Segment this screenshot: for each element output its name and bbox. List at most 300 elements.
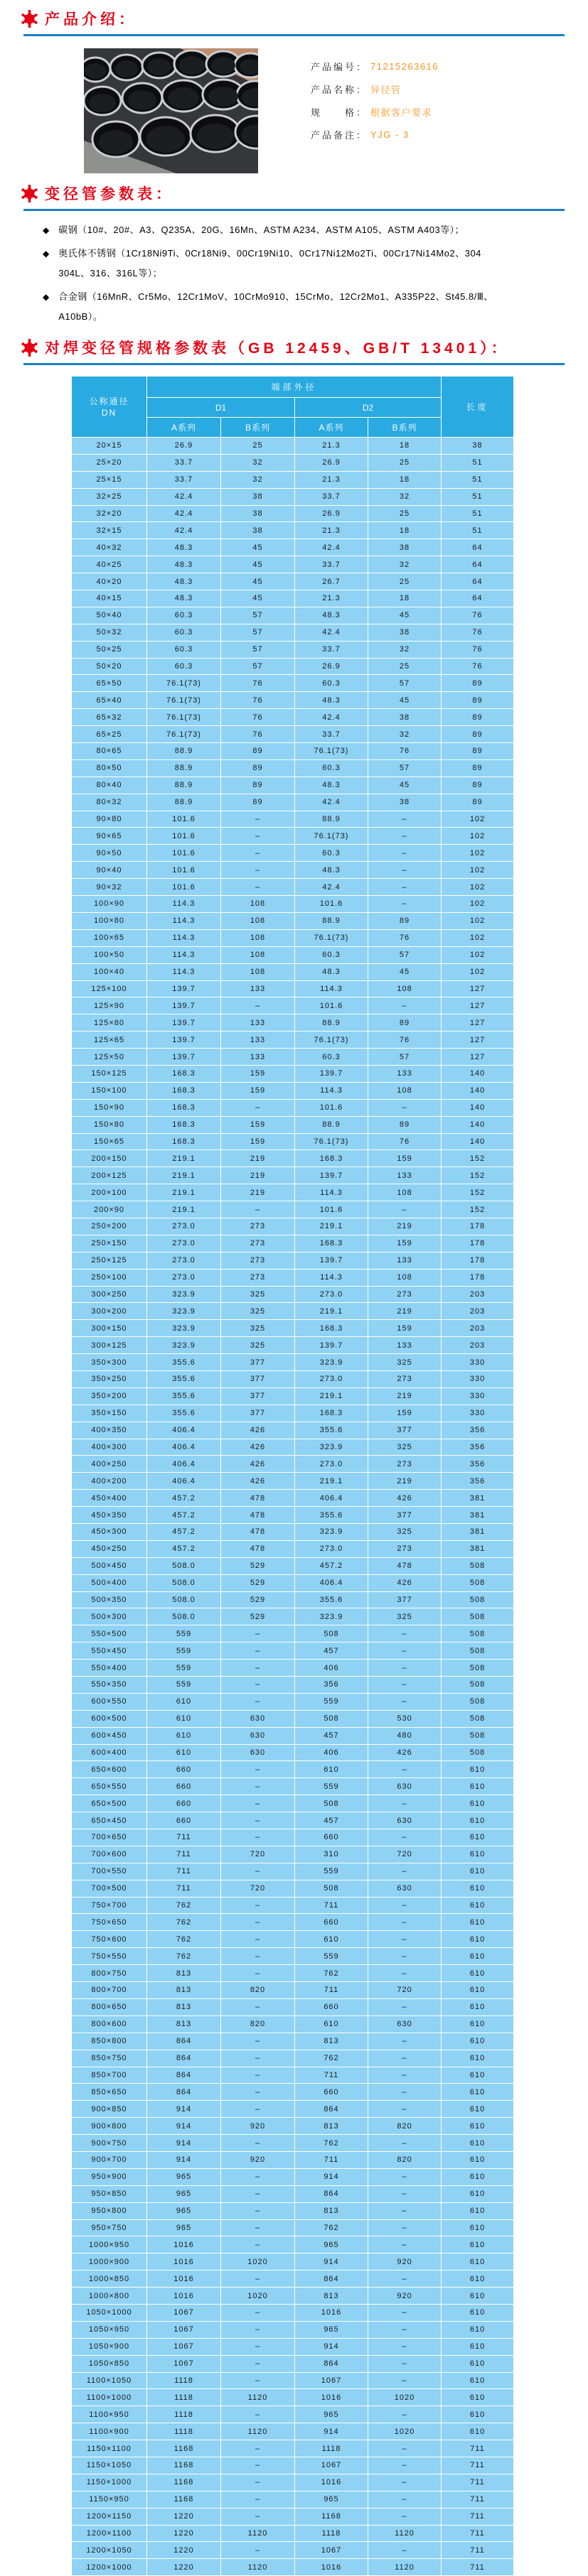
value-cell: 508 [442,1643,514,1660]
value-cell: 159 [368,1320,442,1337]
value-cell: 60.3 [295,946,368,963]
value-cell: 559 [147,1677,221,1694]
material-bullet [43,244,560,283]
value-cell: 762 [147,1931,221,1948]
value-cell: 108 [221,929,295,946]
value-cell: 219 [368,1473,442,1490]
dn-cell: 250×125 [72,1252,147,1269]
value-cell: 610 [442,2253,514,2271]
value-cell: 406 [295,1660,368,1677]
dn-cell: 700×600 [72,1846,147,1863]
value-cell: 610 [147,1710,221,1727]
value-cell: – [368,2338,442,2355]
value-cell: 457.2 [147,1490,221,1507]
spec-row [72,2067,514,2084]
value-cell: 559 [147,1660,221,1677]
value-cell: 720 [221,1846,295,1863]
value-cell: – [368,2355,442,2372]
value-cell: 273 [221,1252,295,1269]
spec-row [72,1456,514,1473]
value-cell: 101.6 [147,845,221,862]
value-cell: 508 [442,1591,514,1608]
value-cell: 377 [221,1405,295,1422]
spec-row [72,505,514,522]
value-cell: 610 [442,1880,514,1897]
dn-cell: 450×250 [72,1540,147,1557]
product-field [311,100,439,123]
value-cell: 108 [221,963,295,980]
spec-row [72,794,514,811]
value-cell: 1016 [147,2253,221,2271]
dn-cell: 250×150 [72,1235,147,1252]
value-cell: 76 [368,929,442,946]
value-cell: 48.3 [147,590,221,607]
value-cell: 42.4 [295,539,368,556]
value-cell: 48.3 [147,556,221,573]
value-cell: 965 [295,2236,368,2253]
value-cell: 89 [442,743,514,760]
spec-row [72,912,514,929]
value-cell: 45 [221,556,295,573]
product-field [311,123,439,146]
value-cell: 38 [221,488,295,505]
product-info [311,55,439,146]
value-cell: 762 [295,2219,368,2236]
value-cell: 89 [442,776,514,794]
value-cell: 64 [442,590,514,607]
value-cell: 610 [442,1914,514,1931]
value-cell: 168.3 [295,1235,368,1252]
value-cell: 630 [221,1727,295,1744]
value-cell: – [368,2185,442,2202]
divider-line [23,363,565,365]
header-d1: D1 [147,398,295,418]
value-cell: – [221,2236,295,2253]
value-cell: 273 [221,1235,295,1252]
value-cell: 76.1(73) [147,675,221,692]
value-cell: 38 [442,438,514,455]
value-cell: 89 [442,709,514,726]
value-cell: 168.3 [147,1116,221,1133]
dn-cell: 1150×950 [72,2491,147,2508]
value-cell: 102 [442,912,514,929]
value-cell: 32 [221,471,295,488]
value-cell: – [221,2355,295,2372]
dn-cell: 600×400 [72,1744,147,1761]
value-cell: 920 [368,2253,442,2271]
value-cell: 26.7 [295,573,368,590]
value-cell: 426 [368,1744,442,1761]
value-cell: 102 [442,896,514,913]
spec-row [72,1761,514,1778]
bullet-text: 合金钢（16MnR、Cr5Mo、12Cr1MoV、10CrMo910、15CrMo、12Cr2Mo1、A335P22、St45.8/Ⅲ、 A10bB）。 [58,291,493,322]
value-cell: 610 [295,1931,368,1948]
dn-cell: 650×450 [72,1812,147,1829]
value-cell: 426 [221,1456,295,1473]
spec-row [72,2355,514,2372]
spec-row [72,879,514,896]
value-cell: 559 [295,1693,368,1710]
value-cell: – [368,896,442,913]
dn-cell: 750×650 [72,1914,147,1931]
product-field [311,55,439,77]
dn-cell: 50×20 [72,658,147,675]
value-cell: 610 [442,2372,514,2389]
value-cell: – [368,1625,442,1643]
value-cell: 48.3 [147,539,221,556]
spec-row [72,845,514,862]
dn-cell: 1200×1100 [72,2525,147,2542]
value-cell: 508 [442,1660,514,1677]
dn-cell: 200×150 [72,1150,147,1167]
value-cell: 610 [442,2135,514,2152]
value-cell: – [368,845,442,862]
dn-cell: 50×25 [72,641,147,658]
value-cell: 330 [442,1370,514,1387]
value-cell: 325 [221,1337,295,1354]
field-value: YJG - 3 [370,129,410,140]
value-cell: 610 [442,2355,514,2372]
dn-cell: 1200×1050 [72,2542,147,2559]
spec-row [72,1524,514,1541]
value-cell: 114.3 [147,896,221,913]
value-cell: – [221,1625,295,1643]
spec-row [72,1082,514,1099]
value-cell: 21.3 [295,471,368,488]
value-cell: 660 [295,1914,368,1931]
value-cell: 76 [442,624,514,641]
section-params-title: 变径管参数表： [45,186,174,202]
value-cell: 356 [442,1439,514,1456]
value-cell: 114.3 [147,912,221,929]
value-cell: – [368,2168,442,2185]
value-cell: 133 [368,1252,442,1269]
value-cell: 33.7 [295,641,368,658]
value-cell: 219.1 [147,1184,221,1201]
spec-row [72,1914,514,1931]
value-cell: 178 [442,1269,514,1286]
dn-cell: 350×150 [72,1405,147,1422]
value-cell: 711 [442,2491,514,2508]
value-cell: 18 [368,471,442,488]
dn-cell: 750×700 [72,1897,147,1914]
value-cell: 76 [221,692,295,709]
value-cell: 711 [442,2440,514,2457]
value-cell: 325 [368,1439,442,1456]
value-cell: – [368,2236,442,2253]
value-cell: 219.1 [295,1387,368,1405]
value-cell: 457 [295,1727,368,1744]
value-cell: 864 [147,2033,221,2050]
spec-row [72,1049,514,1066]
value-cell: 356 [295,1677,368,1694]
value-cell: 711 [295,1897,368,1914]
value-cell: 45 [368,607,442,624]
value-cell: 219 [368,1387,442,1405]
section-intro-header [21,0,588,29]
spec-row [72,759,514,776]
dn-cell: 600×500 [72,1710,147,1727]
value-cell: 355.6 [147,1405,221,1422]
value-cell: 508.0 [147,1557,221,1574]
value-cell: – [221,1897,295,1914]
value-cell: 377 [368,1422,442,1439]
dn-cell: 600×550 [72,1693,147,1710]
value-cell: 219.1 [295,1218,368,1235]
spec-row [72,709,514,726]
spec-row [72,811,514,828]
value-cell: 45 [221,539,295,556]
value-cell: 529 [221,1557,295,1574]
value-cell: 478 [221,1490,295,1507]
dn-cell: 550×400 [72,1660,147,1677]
spec-row [72,1014,514,1032]
value-cell: – [221,2321,295,2338]
dn-cell: 850×750 [72,2050,147,2067]
value-cell: 108 [221,896,295,913]
dn-cell: 32×15 [72,522,147,539]
value-cell: 60.3 [295,845,368,862]
value-cell: 219.1 [295,1473,368,1490]
value-cell: – [368,2321,442,2338]
value-cell: 88.9 [295,912,368,929]
spec-row [72,1880,514,1897]
dn-cell: 1000×800 [72,2288,147,2305]
spec-row [72,980,514,997]
value-cell: 508 [442,1677,514,1694]
value-cell: 178 [442,1252,514,1269]
value-cell: 610 [442,2236,514,2253]
value-cell: 57 [221,641,295,658]
dn-cell: 1100×950 [72,2406,147,2423]
dn-cell: 300×150 [72,1320,147,1337]
value-cell: 1118 [295,2525,368,2542]
value-cell: – [221,1693,295,1710]
spec-table-body [72,438,514,2576]
dn-cell: 600×450 [72,1727,147,1744]
spec-row [72,1982,514,1999]
value-cell: 377 [221,1354,295,1371]
value-cell: 1120 [221,2389,295,2406]
spec-row [72,1829,514,1846]
value-cell: 559 [295,1863,368,1880]
value-cell: 323.9 [295,1524,368,1541]
value-cell: 18 [368,438,442,455]
value-cell: 42.4 [147,505,221,522]
spec-row [72,1150,514,1167]
value-cell: 1016 [147,2236,221,2253]
value-cell: 965 [147,2219,221,2236]
value-cell: 1168 [147,2440,221,2457]
value-cell: 48.3 [295,692,368,709]
value-cell: 630 [221,1744,295,1761]
value-cell: 1168 [295,2508,368,2525]
value-cell: 355.6 [295,1507,368,1524]
value-cell: 273 [368,1286,442,1303]
spec-row [72,776,514,794]
value-cell: 559 [147,1643,221,1660]
value-cell: 219.1 [147,1150,221,1167]
spec-row [72,2372,514,2389]
value-cell: 610 [442,2067,514,2084]
value-cell: 76 [221,726,295,743]
dn-cell: 650×550 [72,1778,147,1795]
value-cell: – [221,2202,295,2219]
value-cell: 60.3 [295,675,368,692]
dn-cell: 80×40 [72,776,147,794]
value-cell: – [221,1201,295,1218]
value-cell: – [368,811,442,828]
value-cell: 38 [368,624,442,641]
value-cell: – [221,2168,295,2185]
value-cell: 1016 [147,2271,221,2288]
value-cell: 457.2 [147,1540,221,1557]
value-cell: 356 [442,1473,514,1490]
spec-row [72,2135,514,2152]
value-cell: 33.7 [295,726,368,743]
spec-row [72,573,514,590]
value-cell: 33.7 [147,454,221,471]
spec-row [72,1948,514,1965]
value-cell: 89 [221,776,295,794]
value-cell: – [221,2084,295,2101]
value-cell: 508 [442,1574,514,1591]
value-cell: 711 [442,2525,514,2542]
value-cell: 610 [442,1778,514,1795]
spec-row [72,896,514,913]
value-cell: 38 [368,794,442,811]
section-spec-title: 对焊变径管规格参数表（GB 12459、GB/T 13401）： [45,340,510,357]
value-cell: 381 [442,1524,514,1541]
value-cell: 323.9 [147,1320,221,1337]
dn-cell: 40×25 [72,556,147,573]
spec-row [72,1863,514,1880]
value-cell: 101.6 [295,896,368,913]
dn-cell: 125×80 [72,1014,147,1032]
spec-row [72,1490,514,1507]
header-series-a: A系列 [295,418,368,438]
value-cell: 152 [442,1167,514,1184]
header-dn-unit: DN [101,407,117,418]
value-cell: 1118 [147,2389,221,2406]
value-cell: – [368,2135,442,2152]
value-cell: 711 [147,1880,221,1897]
value-cell: 864 [147,2067,221,2084]
dn-cell: 250×200 [72,1218,147,1235]
value-cell: 38 [221,522,295,539]
value-cell: 914 [147,2135,221,2152]
value-cell: 139.7 [147,1049,221,1066]
value-cell: 1016 [295,2304,368,2321]
dn-cell: 850×800 [72,2033,147,2050]
star-icon [21,185,38,202]
value-cell: 381 [442,1490,514,1507]
dn-cell: 950×750 [72,2219,147,2236]
spec-row [72,2050,514,2067]
spec-row [72,2491,514,2508]
value-cell: – [221,2219,295,2236]
value-cell: 127 [442,1032,514,1049]
value-cell: 965 [147,2168,221,2185]
value-cell: 325 [221,1286,295,1303]
value-cell: 219.1 [147,1201,221,1218]
diamond-icon: ◆ [43,292,50,302]
value-cell: 965 [295,2321,368,2338]
value-cell: – [368,1099,442,1116]
value-cell: 48.3 [295,607,368,624]
value-cell: – [368,2219,442,2236]
value-cell: 610 [442,2118,514,2135]
dn-cell: 500×300 [72,1608,147,1625]
value-cell: 76.1(73) [295,1133,368,1150]
value-cell: – [221,2101,295,2118]
value-cell: 76.1(73) [295,743,368,760]
spec-table [71,376,514,2576]
value-cell: 355.6 [295,1422,368,1439]
value-cell: – [368,2508,442,2525]
value-cell: 60.3 [147,641,221,658]
spec-row [72,471,514,488]
value-cell: 139.7 [147,980,221,997]
spec-row [72,624,514,641]
spec-row [72,2542,514,2559]
value-cell: 1168 [147,2491,221,2508]
value-cell: 45 [221,590,295,607]
header-dn [72,377,147,438]
dn-cell: 1050×950 [72,2321,147,2338]
dn-cell: 550×500 [72,1625,147,1643]
value-cell: 273 [368,1456,442,1473]
dn-cell: 200×90 [72,1201,147,1218]
dn-cell: 80×32 [72,794,147,811]
value-cell: 355.6 [147,1354,221,1371]
spec-row [72,1608,514,1625]
value-cell: 25 [368,658,442,675]
value-cell: 813 [147,2015,221,2033]
value-cell: 89 [221,759,295,776]
value-cell: 273.0 [147,1252,221,1269]
dn-cell: 32×20 [72,505,147,522]
dn-cell: 900×700 [72,2151,147,2168]
dn-cell: 950×800 [72,2202,147,2219]
spec-row [72,1184,514,1201]
value-cell: 813 [295,2202,368,2219]
spec-row [72,2321,514,2338]
value-cell: 57 [368,1049,442,1066]
value-cell: – [221,2135,295,2152]
value-cell: – [368,1201,442,1218]
product-field [311,77,439,100]
value-cell: 108 [221,912,295,929]
value-cell: 42.4 [147,522,221,539]
value-cell: 48.3 [147,573,221,590]
value-cell: – [368,2084,442,2101]
value-cell: 457.2 [147,1524,221,1541]
dn-cell: 1200×1150 [72,2508,147,2525]
dn-cell: 700×550 [72,1863,147,1880]
value-cell: 273.0 [147,1218,221,1235]
value-cell: 610 [442,2406,514,2423]
value-cell: – [221,2067,295,2084]
dn-cell: 90×40 [72,862,147,879]
dn-cell: 1050×900 [72,2338,147,2355]
spec-row [72,1252,514,1269]
value-cell: 457.2 [147,1507,221,1524]
value-cell: 630 [368,1880,442,1897]
value-cell: 914 [295,2338,368,2355]
value-cell: 630 [368,1778,442,1795]
value-cell: 610 [442,2219,514,2236]
